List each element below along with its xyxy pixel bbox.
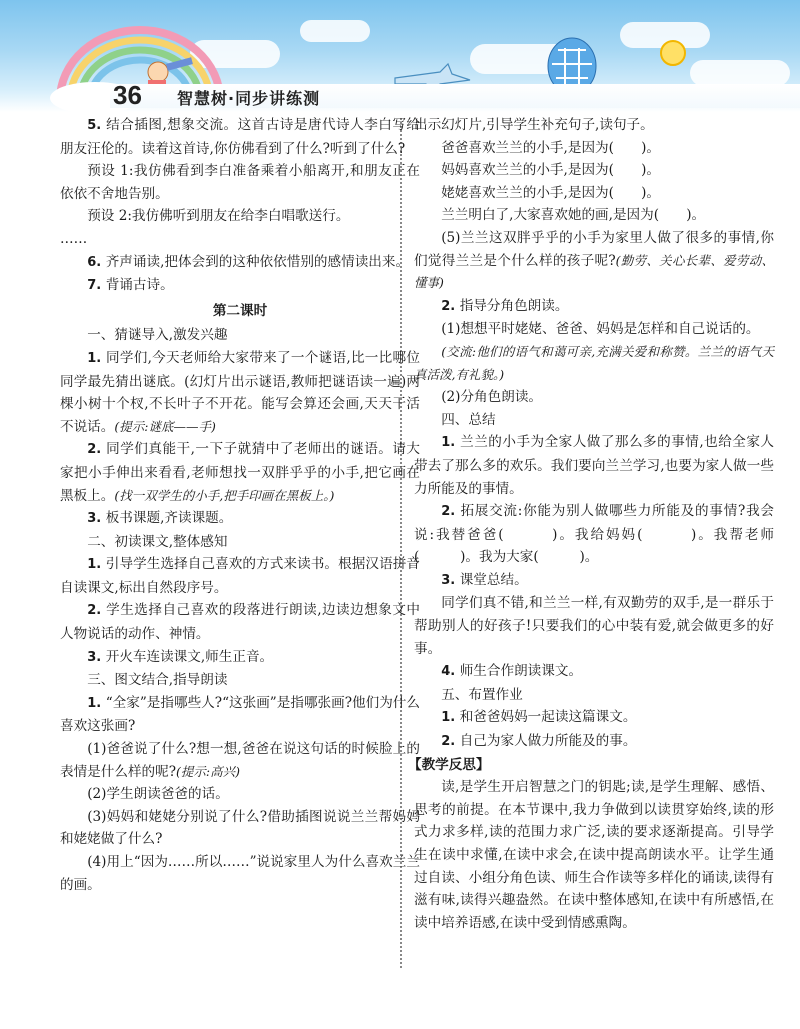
paragraph xyxy=(414,386,774,409)
paragraph xyxy=(414,409,774,432)
paragraph-text: 结合插图,想象交流。这首古诗是唐代诗人李白写给朋友汪伦的。读着这首诗,你仿佛看到了什么?听到了什么? xyxy=(60,117,420,157)
paragraph-text: 和爸爸妈妈一起读这篇课文。 xyxy=(459,709,637,726)
paragraph xyxy=(60,205,420,228)
paragraph xyxy=(60,851,420,896)
paragraph xyxy=(60,806,420,851)
paragraph-text: 四、总结 xyxy=(441,411,496,428)
paragraph-text: 第二课时 xyxy=(212,302,268,319)
hint-text: (找一双学生的小手,把手印画在黑板上。) xyxy=(114,487,335,503)
hint-text: (提示:谜底——手) xyxy=(114,418,216,434)
paragraph-text: 开火车连读课文,师生正音。 xyxy=(105,648,274,665)
paragraph xyxy=(60,114,420,160)
item-number: 7. xyxy=(87,278,106,294)
paragraph xyxy=(60,783,420,806)
paragraph xyxy=(60,438,420,507)
right-column xyxy=(408,114,774,934)
paragraph-text: …… xyxy=(60,230,88,247)
paragraph xyxy=(414,159,774,182)
paragraph xyxy=(414,204,774,227)
item-number: 2. xyxy=(441,504,461,520)
section-label: 【教学反思】 xyxy=(408,756,490,773)
paragraph-text: 背诵古诗。 xyxy=(105,277,174,294)
item-number: 1. xyxy=(87,350,106,366)
paragraph-text: 读,是学生开启智慧之门的钥匙;读,是学生理解、感悟、思考的前提。在本节课中,我力争做到以读贯穿始终,读的形式力求多样,读的范围力求广泛,读的要求逐渐提高。引导学生在读中求懂,在读中求会,在读中提高朗读水平。让学生通过自读、小组分角色读、师生合作读等多样化的诵读,读得有滋有味,读得兴趣盎然。在读中整体感知,在读中有所感悟,在读中培养语感,在读中受到情感熏陶。 xyxy=(414,779,774,931)
item-number: 1. xyxy=(87,695,106,711)
paragraph-text: (2)学生朗读爸爸的话。 xyxy=(87,786,229,803)
paragraph xyxy=(414,660,774,684)
paragraph xyxy=(414,182,774,205)
item-number: 1. xyxy=(441,710,460,726)
book-title: 智慧树·同步讲练测 xyxy=(177,89,321,108)
paragraph xyxy=(60,692,420,738)
paragraph xyxy=(60,228,420,251)
paragraph-text: 同学们,今天老师给大家带来了一个谜语,比一比哪位同学最先猜出谜底。(幻灯片出示谜语,教师把谜语读一遍)两棵小树十个杈,不长叶子不开花。能写会算还会画,天天干活不说话。 xyxy=(60,349,421,435)
paragraph xyxy=(60,599,420,645)
paragraph xyxy=(414,227,774,295)
paragraph-text: 拓展交流:你能为别人做哪些力所能及的事情?我会说:我替爸爸( )。我给妈妈( )。我帮老师( )。我为大家( )。 xyxy=(414,503,774,566)
item-number: 3. xyxy=(441,572,460,588)
paragraph-text: (4)用上“因为……所以……”说说家里人为什么喜欢兰兰的画。 xyxy=(60,854,420,893)
paragraph-text: 一、猜谜导入,激发兴趣 xyxy=(87,327,228,344)
left-column xyxy=(60,114,420,896)
paragraph xyxy=(60,324,420,347)
paragraph xyxy=(414,730,774,754)
paragraph xyxy=(414,341,774,386)
paragraph-text: 学生选择自己喜欢的段落进行朗读,边读边想象文中人物说话的动作、神情。 xyxy=(60,602,420,643)
paragraph-text: 五、布置作业 xyxy=(441,686,523,703)
paragraph xyxy=(414,776,774,934)
paragraph-text: 自己为家人做力所能及的事。 xyxy=(459,733,637,750)
item-number: 2. xyxy=(87,603,107,619)
paragraph-text: 同学们真能干,一下子就猜中了老师出的谜语。请大家把小手伸出来看看,老师想找一双胖乎乎的小手,把它画在黑板上。 xyxy=(60,441,420,504)
hint-text: (勤劳、关心长辈、爱劳动、懂事) xyxy=(414,252,774,291)
paragraph-text: (5)兰兰这双胖乎乎的小手为家里人做了很多的事情,你们觉得兰兰是个什么样的孩子呢? xyxy=(414,229,774,269)
paragraph xyxy=(414,431,774,500)
sun-icon xyxy=(661,41,685,65)
item-number: 1. xyxy=(87,557,106,573)
paragraph xyxy=(60,274,420,298)
paragraph xyxy=(60,553,420,599)
paragraph xyxy=(60,669,420,692)
paragraph xyxy=(60,160,420,205)
paragraph-text: 预设 1:我仿佛看到李白准备乘着小船离开,和朋友正在依依不舍地告别。 xyxy=(60,163,420,202)
paragraph xyxy=(60,300,420,323)
paragraph xyxy=(414,137,774,160)
paragraph-text: 同学们真不错,和兰兰一样,有双勤劳的双手,是一群乐于帮助别人的好孩子!只要我们的心中装有爱,就会做更多的好事。 xyxy=(414,595,774,657)
paragraph xyxy=(60,251,420,275)
paragraph xyxy=(414,592,774,660)
paragraph-text: (2)分角色朗读。 xyxy=(441,389,543,406)
paragraph xyxy=(60,347,420,438)
item-number: 1. xyxy=(441,435,461,451)
paragraph-text: 板书课题,齐读课题。 xyxy=(105,510,233,527)
paragraph-text: (3)妈妈和姥姥分别说了什么?借助插图说说兰兰帮妈妈和姥姥做了什么? xyxy=(60,808,420,848)
paragraph xyxy=(60,738,420,783)
item-number: 2. xyxy=(441,734,460,750)
paragraph xyxy=(414,318,774,341)
paragraph-text: 三、图文结合,指导朗读 xyxy=(87,672,228,689)
hint-text: (提示:高兴) xyxy=(176,763,241,779)
page-number: 36 xyxy=(113,80,142,110)
paragraph-text: 师生合作朗读课文。 xyxy=(459,663,583,680)
item-number: 3. xyxy=(87,511,106,527)
paragraph xyxy=(60,646,420,670)
paragraph xyxy=(414,684,774,707)
item-number: 6. xyxy=(87,254,106,270)
hint-text: (交流:他们的语气和蔼可亲,充满关爱和称赞。兰兰的语气天真活泼,有礼貌。) xyxy=(414,343,774,382)
paragraph-text: 爸爸喜欢兰兰的小手,是因为( )。 xyxy=(441,139,661,156)
paragraph-text: 齐声诵读,把体会到的这种依依惜别的感情读出来。 xyxy=(105,253,410,270)
paragraph-text: 姥姥喜欢兰兰的小手,是因为( )。 xyxy=(441,184,661,201)
paragraph xyxy=(414,706,774,730)
paragraph xyxy=(408,754,774,777)
paragraph xyxy=(414,114,774,137)
item-number: 2. xyxy=(441,298,460,314)
paragraph-text: 妈妈喜欢兰兰的小手,是因为( )。 xyxy=(441,162,661,179)
paragraph-text: 指导分角色朗读。 xyxy=(459,297,569,314)
item-number: 4. xyxy=(441,664,460,680)
page-header xyxy=(0,0,800,112)
item-number: 5. xyxy=(87,118,107,133)
paragraph-text: 引导学生选择自己喜欢的方式来读书。根据汉语拼音自读课文,标出自然段序号。 xyxy=(60,556,421,596)
paragraph xyxy=(414,569,774,593)
paragraph-text: (1)爸爸说了什么?想一想,爸爸在说这句话的时候脸上的表情是什么样的呢? xyxy=(60,741,420,780)
paragraph-text: 预设 2:我仿佛听到朋友在给李白唱歌送行。 xyxy=(87,208,350,225)
paragraph xyxy=(60,531,420,554)
item-number: 2. xyxy=(87,442,107,458)
paragraph-text: (1)想想平时姥姥、爸爸、妈妈是怎样和自己说话的。 xyxy=(441,321,760,338)
paragraph-text: 兰兰的小手为全家人做了那么多的事情,也给全家人带去了那么多的欢乐。我们要向兰兰学习,也要为家人做一些力所能及的事情。 xyxy=(414,434,774,497)
paragraph xyxy=(60,507,420,531)
paragraph-text: 出示幻灯片,引导学生补充句子,读句子。 xyxy=(414,117,654,133)
item-number: 3. xyxy=(87,649,106,665)
paragraph-text: 课堂总结。 xyxy=(459,571,528,588)
paragraph xyxy=(414,295,774,319)
paragraph-text: “全家”是指哪些人?“这张画”是指哪张画?他们为什么喜欢这张画? xyxy=(60,694,420,735)
paragraph xyxy=(414,500,774,569)
paragraph-text: 二、初读课文,整体感知 xyxy=(87,533,228,550)
paragraph-text: 兰兰明白了,大家喜欢她的画,是因为( )。 xyxy=(441,207,706,224)
